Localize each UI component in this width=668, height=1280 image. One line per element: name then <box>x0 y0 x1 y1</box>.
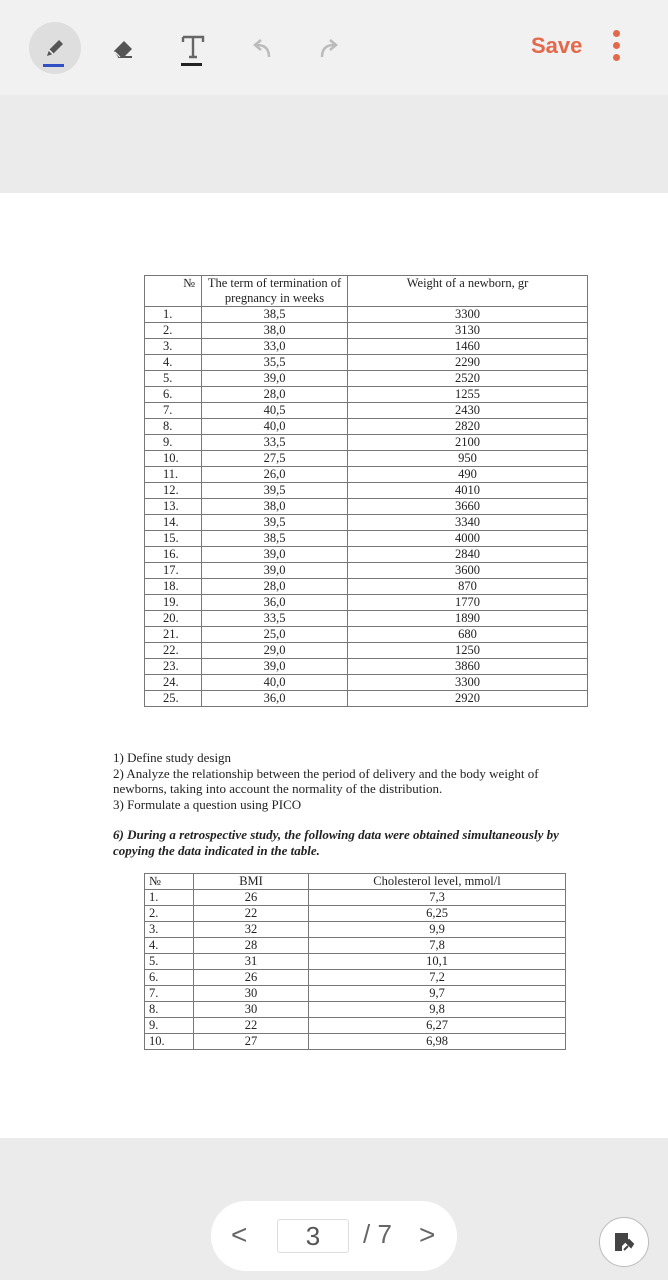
table-cell: 26 <box>194 890 309 906</box>
table-cell: 3600 <box>348 563 588 579</box>
col-header-term: The term of termination of pregnancy in weeks <box>202 276 348 307</box>
col-header-bmi: BMI <box>194 874 309 890</box>
table-row <box>145 922 566 938</box>
pen-icon <box>43 36 67 60</box>
table-cell: 9,9 <box>309 922 566 938</box>
question-6-text: 6) During a retrospective study, the following data were obtained simultaneously by copying the data indicated in the table. <box>113 827 559 858</box>
table-cell: 10. <box>145 451 202 467</box>
col-header-weight: Weight of a newborn, gr <box>348 276 588 307</box>
table-row <box>145 323 588 339</box>
table-cell: 12. <box>145 483 202 499</box>
table-cell: 36,0 <box>202 691 348 707</box>
table-cell: 2290 <box>348 355 588 371</box>
col-header-number: № <box>145 874 194 890</box>
table-cell: 39,5 <box>202 483 348 499</box>
table-row <box>145 339 588 355</box>
page-navigator <box>211 1201 457 1271</box>
table-cell: 2820 <box>348 419 588 435</box>
table-cell: 4010 <box>348 483 588 499</box>
table-cell: 9. <box>145 435 202 451</box>
table-cell: 1890 <box>348 611 588 627</box>
table-row <box>145 627 588 643</box>
table-row <box>145 659 588 675</box>
table-cell: 38,5 <box>202 531 348 547</box>
table-cell: 3130 <box>348 323 588 339</box>
table-cell: 28,0 <box>202 387 348 403</box>
table-cell: 23. <box>145 659 202 675</box>
text-color-indicator <box>181 63 202 66</box>
save-button[interactable]: Save <box>531 33 583 58</box>
table-cell: 6,25 <box>309 906 566 922</box>
table-cell: 2. <box>145 906 194 922</box>
table-cell: 29,0 <box>202 643 348 659</box>
table-cell: 1255 <box>348 387 588 403</box>
table-cell: 33,5 <box>202 611 348 627</box>
table-row <box>145 1018 566 1034</box>
table-cell: 32 <box>194 922 309 938</box>
table-row <box>145 691 588 707</box>
table-row <box>145 986 566 1002</box>
table-cell: 680 <box>348 627 588 643</box>
table-row <box>145 307 588 323</box>
table-row <box>145 435 588 451</box>
table-cell: 3. <box>145 922 194 938</box>
table-cell: 28 <box>194 938 309 954</box>
table-cell: 27 <box>194 1034 309 1050</box>
table-cell: 35,5 <box>202 355 348 371</box>
table-cell: 7,8 <box>309 938 566 954</box>
table-cell: 28,0 <box>202 579 348 595</box>
table-row <box>145 355 588 371</box>
table-cell: 1770 <box>348 595 588 611</box>
table-row <box>145 954 566 970</box>
next-page-button[interactable]: > <box>419 1219 436 1250</box>
col-header-number: № <box>145 276 202 307</box>
table-cell: 40,5 <box>202 403 348 419</box>
table-row <box>145 595 588 611</box>
table-cell: 36,0 <box>202 595 348 611</box>
table-cell: 490 <box>348 467 588 483</box>
table-cell: 7. <box>145 986 194 1002</box>
redo-button[interactable] <box>303 22 355 74</box>
table-cell: 3300 <box>348 675 588 691</box>
table-cell: 6. <box>145 970 194 986</box>
table-row <box>145 970 566 986</box>
redo-icon <box>316 35 342 61</box>
table-cell: 39,0 <box>202 371 348 387</box>
table-cell: 10. <box>145 1034 194 1050</box>
pen-color-indicator <box>43 64 64 67</box>
pregnancy-weight-table <box>144 275 588 707</box>
document-page <box>0 193 668 1138</box>
table-cell: 3300 <box>348 307 588 323</box>
table-cell: 33,5 <box>202 435 348 451</box>
table-row <box>145 419 588 435</box>
table-cell: 950 <box>348 451 588 467</box>
table-cell: 2430 <box>348 403 588 419</box>
table-cell: 4. <box>145 938 194 954</box>
table-cell: 1460 <box>348 339 588 355</box>
table-cell: 4000 <box>348 531 588 547</box>
table-row <box>145 675 588 691</box>
table-cell: 24. <box>145 675 202 691</box>
table-cell: 38,0 <box>202 323 348 339</box>
table-row <box>145 938 566 954</box>
table-cell: 14. <box>145 515 202 531</box>
total-pages: / 7 <box>363 1219 392 1249</box>
table-row <box>145 1002 566 1018</box>
table-row <box>145 579 588 595</box>
col-header-cholesterol: Cholesterol level, mmol/l <box>309 874 566 890</box>
table-cell: 7. <box>145 403 202 419</box>
table-cell: 22 <box>194 1018 309 1034</box>
table-cell: 2920 <box>348 691 588 707</box>
table-cell: 20. <box>145 611 202 627</box>
table-cell: 16. <box>145 547 202 563</box>
undo-button[interactable] <box>236 22 288 74</box>
table-row <box>145 531 588 547</box>
table-row <box>145 499 588 515</box>
table-row <box>145 643 588 659</box>
table-cell: 7,2 <box>309 970 566 986</box>
table-cell: 6,98 <box>309 1034 566 1050</box>
table-cell: 9,8 <box>309 1002 566 1018</box>
table-cell: 40,0 <box>202 675 348 691</box>
table-cell: 7,3 <box>309 890 566 906</box>
pen-tool-button[interactable] <box>29 22 81 74</box>
table-cell: 18. <box>145 579 202 595</box>
table-cell: 25,0 <box>202 627 348 643</box>
text-icon <box>180 34 206 62</box>
task-item: 3) Formulate a question using PICO <box>113 796 302 812</box>
table-cell: 10,1 <box>309 954 566 970</box>
sticky-note-pin-icon <box>612 1230 636 1254</box>
table-cell: 870 <box>348 579 588 595</box>
toolbar <box>0 0 668 95</box>
more-options-icon[interactable] <box>608 30 624 66</box>
table-cell: 30 <box>194 1002 309 1018</box>
table-cell: 9,7 <box>309 986 566 1002</box>
table-row <box>145 387 588 403</box>
table-row <box>145 906 566 922</box>
table-cell: 1. <box>145 307 202 323</box>
table-cell: 17. <box>145 563 202 579</box>
table-cell: 4. <box>145 355 202 371</box>
table-cell: 39,5 <box>202 515 348 531</box>
table-row <box>145 371 588 387</box>
task-item: 2) Analyze the relationship between the period of delivery and the body weight of newborns, taking into account the normality of the distribution. <box>113 765 539 796</box>
eraser-icon <box>110 34 138 62</box>
table-row <box>145 451 588 467</box>
table-cell: 2100 <box>348 435 588 451</box>
table-cell: 30 <box>194 986 309 1002</box>
table-cell: 25. <box>145 691 202 707</box>
table-cell: 6,27 <box>309 1018 566 1034</box>
undo-icon <box>249 35 275 61</box>
table-cell: 8. <box>145 1002 194 1018</box>
table-cell: 31 <box>194 954 309 970</box>
table-cell: 6. <box>145 387 202 403</box>
table-cell: 2840 <box>348 547 588 563</box>
table-cell: 2520 <box>348 371 588 387</box>
table-cell: 39,0 <box>202 563 348 579</box>
table-cell: 38,5 <box>202 307 348 323</box>
table-cell: 26,0 <box>202 467 348 483</box>
table-cell: 22 <box>194 906 309 922</box>
table-cell: 38,0 <box>202 499 348 515</box>
table-row <box>145 1034 566 1050</box>
table-cell: 13. <box>145 499 202 515</box>
table-cell: 39,0 <box>202 547 348 563</box>
table-cell: 21. <box>145 627 202 643</box>
table-cell: 27,5 <box>202 451 348 467</box>
table-row <box>145 403 588 419</box>
table-row <box>145 890 566 906</box>
text-tool-button[interactable] <box>167 22 219 74</box>
table-cell: 3340 <box>348 515 588 531</box>
table-row <box>145 563 588 579</box>
table-cell: 3860 <box>348 659 588 675</box>
table-cell: 1. <box>145 890 194 906</box>
table-cell: 2. <box>145 323 202 339</box>
task-item: 1) Define study design <box>113 750 232 765</box>
table-cell: 15. <box>145 531 202 547</box>
previous-page-button[interactable]: < <box>231 1219 248 1250</box>
table-cell: 39,0 <box>202 659 348 675</box>
table-cell: 8. <box>145 419 202 435</box>
table-cell: 5. <box>145 371 202 387</box>
table-cell: 19. <box>145 595 202 611</box>
table-cell: 26 <box>194 970 309 986</box>
table-cell: 3. <box>145 339 202 355</box>
page-number-input[interactable]: 3 <box>277 1219 349 1253</box>
table-cell: 22. <box>145 643 202 659</box>
task-list <box>113 750 573 812</box>
table-cell: 1250 <box>348 643 588 659</box>
table-cell: 5. <box>145 954 194 970</box>
eraser-tool-button[interactable] <box>98 22 150 74</box>
table-cell: 9. <box>145 1018 194 1034</box>
table-row <box>145 515 588 531</box>
table-cell: 3660 <box>348 499 588 515</box>
annotate-button[interactable] <box>599 1217 649 1267</box>
table-row <box>145 611 588 627</box>
table-row <box>145 483 588 499</box>
table-cell: 40,0 <box>202 419 348 435</box>
table-row <box>145 547 588 563</box>
table-cell: 11. <box>145 467 202 483</box>
table-row <box>145 467 588 483</box>
table-cell: 33,0 <box>202 339 348 355</box>
bmi-cholesterol-table <box>144 873 566 1050</box>
